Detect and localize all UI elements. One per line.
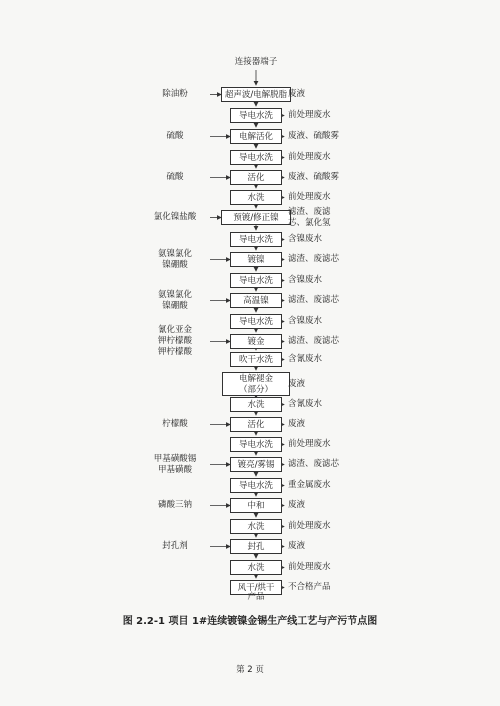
output-label: 废液、硫酸雾 bbox=[288, 172, 340, 182]
output-label: 含氰废水 bbox=[288, 354, 323, 364]
process-step-box: 高温镍 bbox=[230, 293, 282, 308]
top-label: 连接器端子 bbox=[234, 57, 278, 67]
output-label: 废液 bbox=[288, 500, 306, 510]
input-label: 甲基磺酸锡 甲基磺酸 bbox=[153, 453, 197, 475]
input-label: 柠檬酸 bbox=[162, 419, 188, 429]
input-label: 氰化亚金 钾柠檬酸 钾柠檬酸 bbox=[157, 325, 192, 357]
process-step-box: 导电水洗 bbox=[230, 314, 282, 329]
output-label: 重金属废水 bbox=[288, 480, 331, 490]
input-label: 除油粉 bbox=[162, 89, 188, 99]
output-label: 废液 bbox=[288, 89, 306, 99]
output-label: 前处理废水 bbox=[288, 110, 331, 120]
output-label: 含镍废水 bbox=[288, 234, 323, 244]
input-label: 氯化镍盐酸 bbox=[153, 212, 197, 222]
output-label: 含氰废水 bbox=[288, 399, 323, 409]
output-label: 滤渣、废滤芯 bbox=[288, 459, 340, 469]
input-label: 硫酸 bbox=[166, 172, 184, 182]
output-label: 前处理废水 bbox=[288, 192, 331, 202]
page-number: 第 2 页 bbox=[236, 665, 264, 675]
process-step-box: 电解褪金 （部分） bbox=[222, 372, 290, 396]
process-step-box: 水洗 bbox=[230, 190, 282, 205]
output-label: 滤渣、废滤芯 bbox=[288, 295, 340, 305]
input-label: 氨镍氯化 镍硼酸 bbox=[157, 289, 192, 311]
output-label: 前处理废水 bbox=[288, 152, 331, 162]
process-step-box: 活化 bbox=[230, 170, 282, 185]
process-step-box: 导电水洗 bbox=[230, 273, 282, 288]
output-label: 废液 bbox=[288, 541, 306, 551]
process-step-box: 镀金 bbox=[230, 334, 282, 349]
output-label: 滤渣、废滤芯、氯化氢 bbox=[288, 206, 331, 228]
process-step-box: 导电水洗 bbox=[230, 478, 282, 493]
process-step-box: 超声波/电解脱脂 bbox=[221, 87, 291, 102]
process-step-box: 导电水洗 bbox=[230, 232, 282, 247]
process-step-box: 封孔 bbox=[230, 539, 282, 554]
process-step-box: 水洗 bbox=[230, 560, 282, 575]
input-label: 磷酸三钠 bbox=[157, 500, 192, 510]
process-step-box: 镀镍 bbox=[230, 252, 282, 267]
output-label: 前处理废水 bbox=[288, 562, 331, 572]
output-label: 废液 bbox=[288, 419, 306, 429]
process-step-box: 活化 bbox=[230, 417, 282, 432]
bottom-label: 产品 bbox=[247, 592, 265, 602]
process-step-box: 中和 bbox=[230, 498, 282, 513]
process-step-box: 导电水洗 bbox=[230, 437, 282, 452]
output-label: 含镍废水 bbox=[288, 316, 323, 326]
figure-caption: 图 2.2-1 项目 1#连续镀镍金锡生产线工艺与产污节点图 bbox=[122, 616, 378, 627]
output-label: 滤渣、废滤芯 bbox=[288, 254, 340, 264]
process-step-box: 电解活化 bbox=[230, 129, 282, 144]
process-step-box: 水洗 bbox=[230, 397, 282, 412]
output-label: 含镍废水 bbox=[288, 275, 323, 285]
process-step-box: 导电水洗 bbox=[230, 150, 282, 165]
input-label: 封孔剂 bbox=[162, 541, 188, 551]
process-step-box: 预镀/修正镍 bbox=[221, 210, 291, 225]
input-label: 氨镍氯化 镍硼酸 bbox=[157, 248, 192, 270]
process-step-box: 风干/烘干 bbox=[230, 580, 282, 595]
process-step-box: 导电水洗 bbox=[230, 108, 282, 123]
output-label: 滤渣、废滤芯 bbox=[288, 336, 340, 346]
output-label: 前处理废水 bbox=[288, 439, 331, 449]
process-step-box: 吹干水洗 bbox=[230, 352, 282, 367]
output-label: 废液、硫酸雾 bbox=[288, 131, 340, 141]
output-label: 前处理废水 bbox=[288, 521, 331, 531]
output-label: 不合格产品 bbox=[288, 582, 331, 592]
process-step-box: 镀亮/雾锡 bbox=[230, 457, 282, 472]
input-label: 硫酸 bbox=[166, 131, 184, 141]
output-label: 废液 bbox=[288, 378, 306, 389]
process-step-box: 水洗 bbox=[230, 519, 282, 534]
